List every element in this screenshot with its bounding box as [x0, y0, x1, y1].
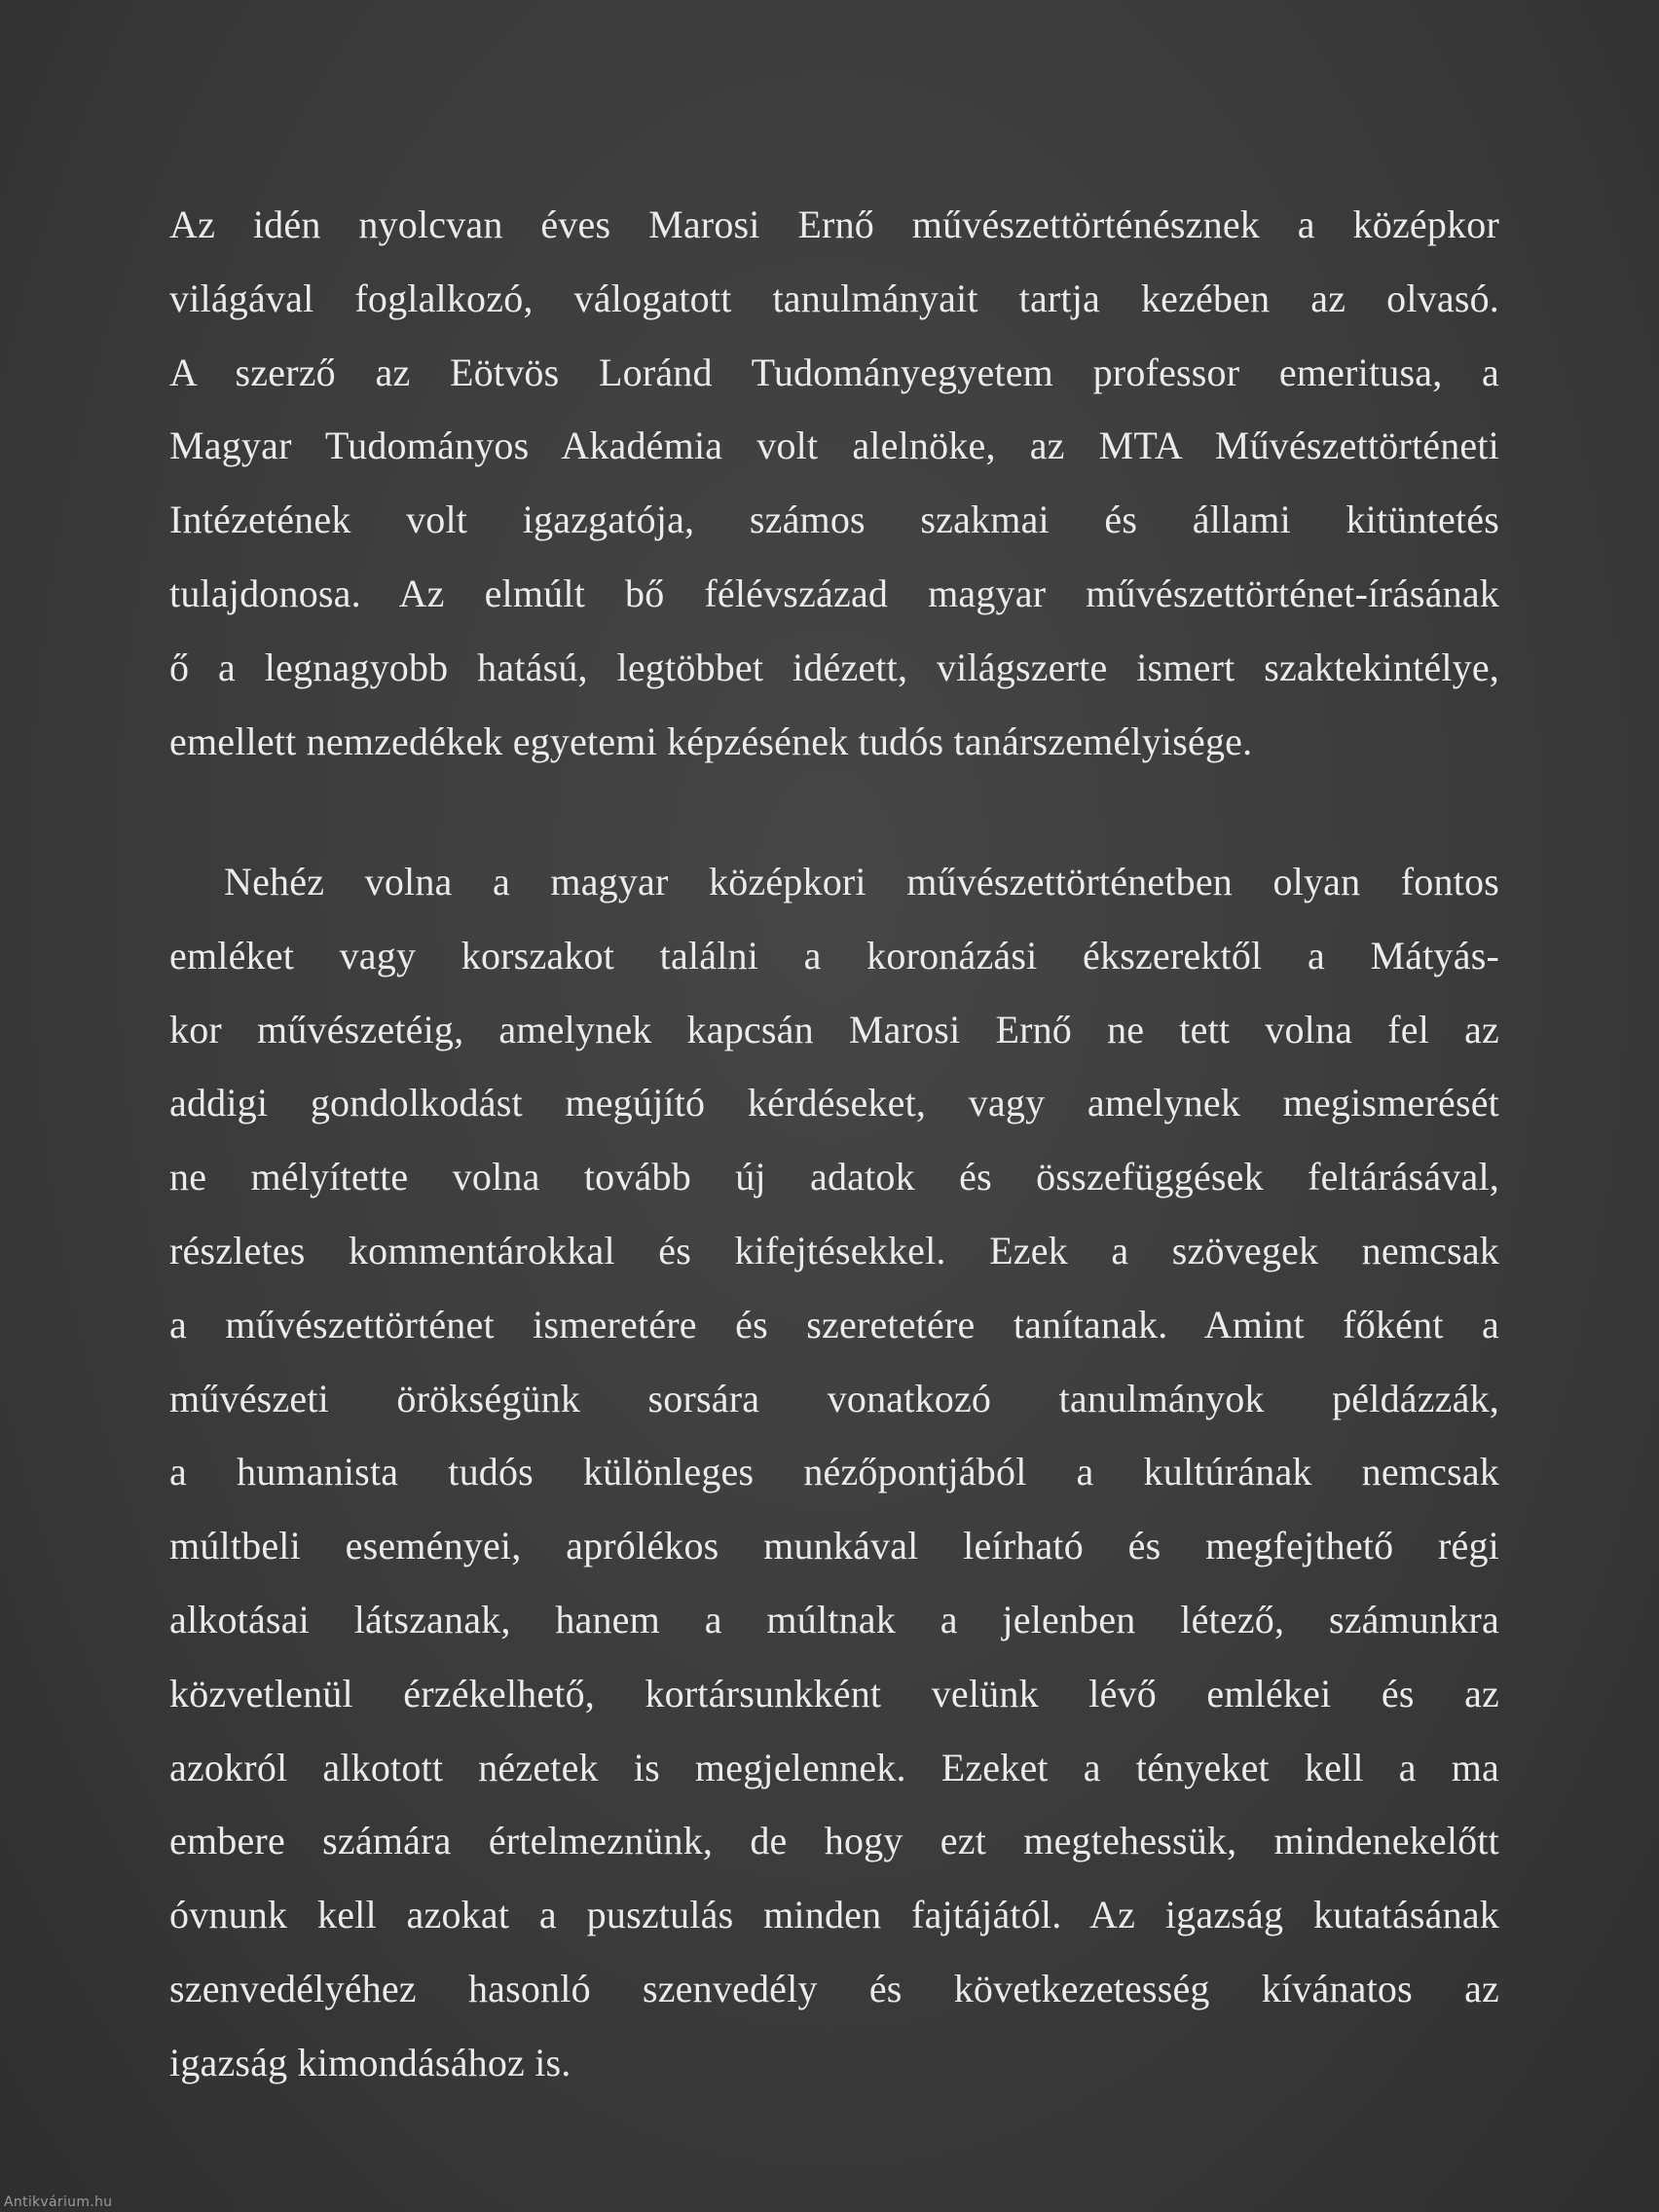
- text-line: óvnunk kell azokat a pusztulás minden fajtájától. Az igazság kutatásának: [169, 1893, 1499, 1937]
- text-line: múltbeli eseményei, aprólékos munkával leírható és megfejthető régi: [169, 1524, 1499, 1568]
- text-line: Nehéz volna a magyar középkori művészettörténetben olyan fontos: [224, 860, 1499, 903]
- text-line: szenvedélyéhez hasonló szenvedély és következetesség kívánatos az: [169, 1966, 1499, 2010]
- paragraph-2: [169, 845, 1499, 2100]
- text-line: Az idén nyolcvan éves Marosi Ernő művészettörténésznek a középkor: [169, 203, 1499, 246]
- text-line: alkotásai látszanak, hanem a múltnak a jelenben létező, számunkra: [169, 1597, 1499, 1641]
- text-line: emléket vagy korszakot találni a koronázási ékszerektől a Mátyás-: [169, 933, 1499, 977]
- text-line: emellett nemzedékek egyetemi képzésének tudós tanárszemélyisége.: [169, 719, 1253, 763]
- text-line: részletes kommentárokkal és kifejtésekkel. Ezek a szövegek nemcsak: [169, 1228, 1499, 1272]
- text-line: A szerző az Eötvös Loránd Tudományegyetem professor emeritusa, a: [169, 350, 1499, 394]
- text-line: a művészettörténet ismeretére és szeretetére tanítanak. Amint főként a: [169, 1302, 1499, 1346]
- text-line: ne mélyítette volna tovább új adatok és összefüggések feltárásával,: [169, 1155, 1499, 1199]
- text-line: Magyar Tudományos Akadémia volt alelnöke, az MTA Művészettörténeti: [169, 424, 1499, 468]
- text-line: tulajdonosa. Az elmúlt bő félévszázad magyar művészettörténet-írásának: [169, 571, 1499, 615]
- text-line: azokról alkotott nézetek is megjelennek. Ezeket a tényeket kell a ma: [169, 1745, 1499, 1789]
- text-line: világával foglalkozó, válogatott tanulmányait tartja kezében az olvasó.: [169, 276, 1499, 320]
- text-line: addigi gondolkodást megújító kérdéseket, vagy amelynek megismerését: [169, 1081, 1499, 1125]
- paragraph-1: [169, 188, 1499, 778]
- text-line: művészeti örökségünk sorsára vonatkozó tanulmányok példázzák,: [169, 1376, 1499, 1420]
- text-line: ő a legnagyobb hatású, legtöbbet idézett, világszerte ismert szaktekintélye,: [169, 645, 1499, 689]
- text-line: kor művészetéig, amelynek kapcsán Marosi Ernő ne tett volna fel az: [169, 1007, 1499, 1051]
- watermark: Antikvárium.hu: [4, 2194, 113, 2210]
- text-line: a humanista tudós különleges nézőpontjából a kultúrának nemcsak: [169, 1450, 1499, 1494]
- text-line: Intézetének volt igazgatója, számos szakmai és állami kitüntetés: [169, 498, 1499, 542]
- text-line: embere számára értelmeznünk, de hogy ezt megtehessük, mindenekelőtt: [169, 1819, 1499, 1863]
- text-line: igazság kimondásához is.: [169, 2040, 571, 2084]
- text-line: közvetlenül érzékelhető, kortársunkként velünk lévő emlékei és az: [169, 1671, 1499, 1715]
